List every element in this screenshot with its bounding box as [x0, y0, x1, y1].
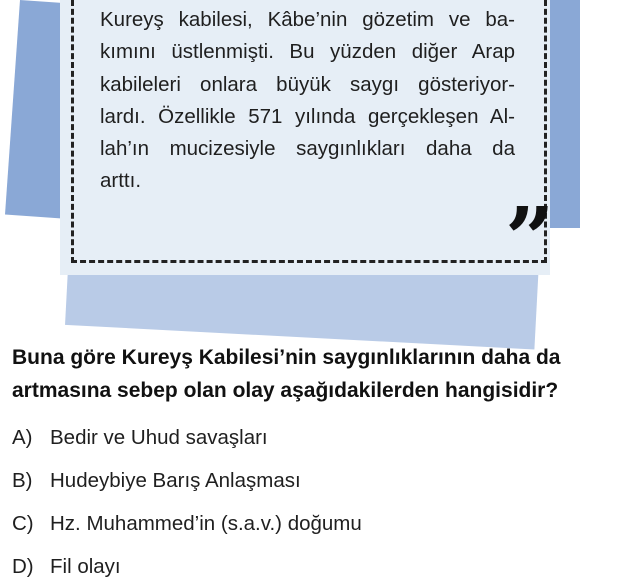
option-letter: A)	[12, 426, 33, 449]
option-text: Bedir ve Uhud savaşları	[50, 426, 268, 449]
option-letter: C)	[12, 512, 34, 535]
option-text: Hudeybiye Barış Anlaşması	[50, 469, 301, 492]
passage-line: arttı.	[100, 169, 142, 193]
option-c[interactable]	[12, 512, 362, 536]
option-d[interactable]	[12, 555, 121, 579]
question-line: artmasına sebep olan olay aşağıdakilerden hangisidir?	[12, 379, 559, 402]
option-text: Hz. Muhammed’in (s.a.v.) doğumu	[50, 512, 362, 535]
question-text	[12, 341, 612, 407]
option-a[interactable]	[12, 426, 268, 450]
closing-quote-icon: ”	[505, 189, 555, 290]
option-letter: D)	[12, 555, 34, 578]
passage-line: lah’ın mucizesiyle saygınlıkları daha da	[100, 137, 515, 161]
passage-text	[100, 4, 515, 198]
option-b[interactable]	[12, 469, 301, 493]
option-letter: B)	[12, 469, 33, 492]
question-line: Buna göre Kureyş Kabilesi’nin saygınlıklarının daha da	[12, 346, 561, 369]
passage-line: kabileleri onlara büyük saygı gösteriyor-	[100, 72, 515, 96]
passage-line: kımını üstlenmişti. Bu yüzden diğer Arap	[100, 40, 515, 64]
passage-line: Kureyş kabilesi, Kâbe’nin gözetim ve ba-	[100, 8, 515, 31]
option-text: Fil olayı	[50, 555, 121, 578]
passage-line: lardı. Özellikle 571 yılında gerçekleşen Al-	[100, 104, 515, 128]
